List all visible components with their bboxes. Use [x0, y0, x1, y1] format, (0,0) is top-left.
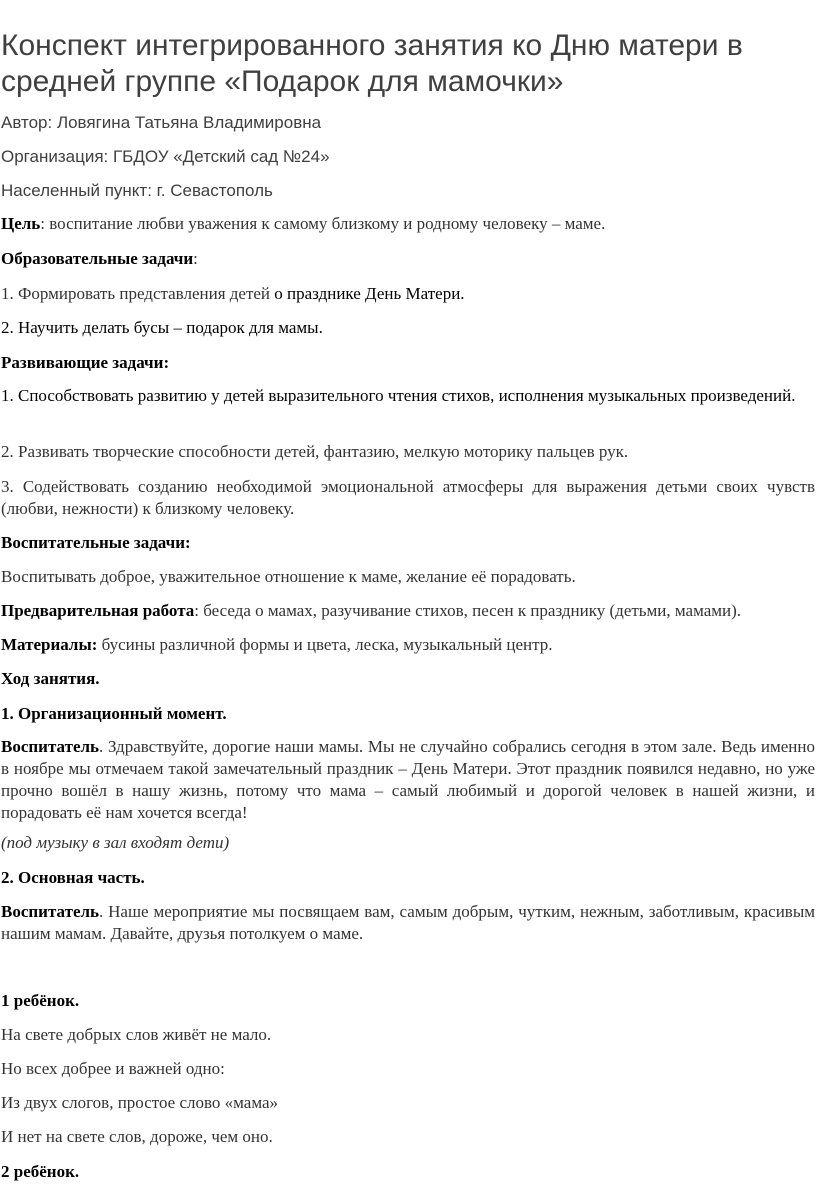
dev-task-1: 1. Способствовать развитию у детей выразительного чтения стихов, исполнения музыкальных произведений.: [1, 386, 796, 405]
edu-task-1: [1, 283, 815, 305]
edu-task-2: 2. Научить делать бусы – подарок для мамы.: [1, 318, 323, 337]
teacher-label-2: Воспитатель: [1, 902, 100, 921]
materials-paragraph: [1, 634, 815, 656]
part1-heading: 1. Организационный момент.: [1, 704, 227, 723]
prelim-paragraph: [1, 600, 815, 622]
materials-text: бусины различной формы и цвета, леска, музыкальный центр.: [97, 635, 553, 654]
stage-direction: (под музыку в зал входят дети): [1, 833, 230, 852]
poem-line-2: Но всех добрее и важней одно:: [1, 1059, 225, 1078]
edu-tasks-label: Образовательные задачи: [1, 249, 194, 268]
upbr-task: Воспитывать доброе, уважительное отношение к маме, желание её порадовать.: [1, 567, 576, 586]
upbr-tasks-heading: Воспитательные задачи:: [1, 533, 191, 552]
edu-tasks-colon: :: [193, 249, 198, 268]
dev-tasks-heading: Развивающие задачи:: [1, 353, 170, 372]
child-1-label: 1 ребёнок.: [1, 991, 80, 1010]
organization-line: Организация: ГБДОУ «Детский сад №24»: [1, 147, 330, 166]
materials-label: Материалы:: [1, 635, 98, 654]
dev-task-2: 2. Развивать творческие способности детей, фантазию, мелкую моторику пальцев рук.: [1, 442, 629, 461]
author-line: Автор: Ловягина Татьяна Владимировна: [1, 113, 322, 132]
teacher-label-1: Воспитатель: [1, 737, 100, 756]
child-2-label: 2 ребёнок.: [1, 1162, 80, 1181]
locality-line: Населенный пункт: г. Севастополь: [1, 181, 273, 200]
lesson-heading: Ход занятия.: [1, 669, 100, 688]
poem-line-1: На свете добрых слов живёт не мало.: [1, 1025, 272, 1044]
poem-line-3: Из двух слогов, простое слово «мама»: [1, 1093, 279, 1112]
prelim-text: : беседа о мамах, разучивание стихов, песен к празднику (детьми, мамами).: [194, 601, 742, 620]
edu-task-1-end: о празднике День Матери.: [274, 284, 465, 303]
teacher-speech-2-text: . Наше мероприятие мы посвящаем вам, самым добрым, чутким, нежным, заботливым, красивым нашим мамам. Давайте, друзья потолкуем о маме.: [1, 902, 815, 943]
document-title: Конспект интегрированного занятия ко Дню матери в средней группе «Подарок для мамочки»: [1, 29, 743, 98]
goal-text: : воспитание любви уважения к самому близкому и родному человеку – маме.: [40, 214, 606, 233]
goal-label: Цель: [1, 214, 41, 233]
part2-heading: 2. Основная часть.: [1, 868, 145, 887]
dev-task-3: 3. Содействовать созданию необходимой эмоциональной атмосферы для выражения детьми своих чувств (любви, нежности) к близкому человеку.: [1, 477, 815, 518]
edu-tasks-heading: [1, 248, 815, 270]
goal-paragraph: [1, 213, 815, 235]
teacher-speech-2: [1, 901, 815, 945]
teacher-speech-1-text: . Здравствуйте, дорогие наши мамы. Мы не случайно собрались сегодня в этом зале. Ведь именно в ноябре мы отмечаем такой замечательный праздник – День Матери. Этот праздник появился недавно, но уже прочно вошёл в нашу жизнь, потому что мама – самый любимый и дорогой человек в нашей жизни, и порадовать её нам хочется всегда!: [1, 737, 815, 822]
poem-line-4: И нет на свете слов, дороже, чем оно.: [1, 1127, 273, 1146]
prelim-label: Предварительная работа: [1, 601, 195, 620]
teacher-speech-1: [1, 736, 815, 824]
edu-task-1-start: 1. Формировать представления детей: [1, 284, 275, 303]
